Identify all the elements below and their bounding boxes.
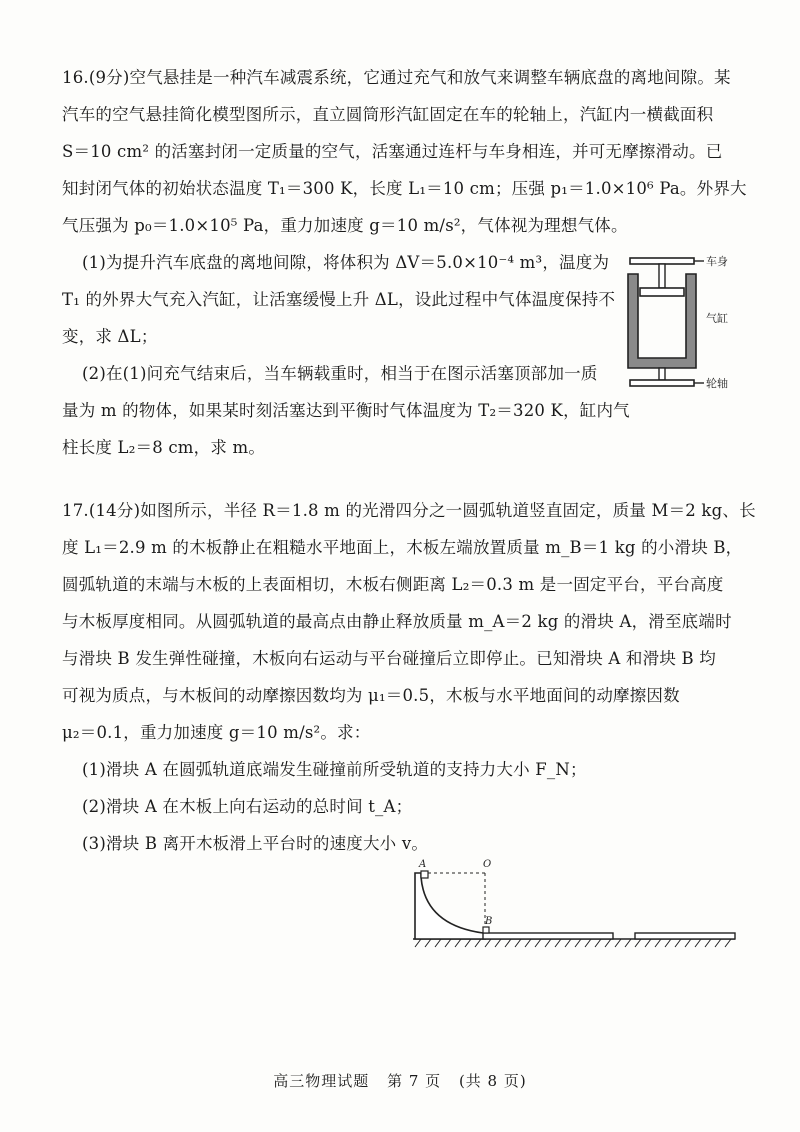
- footer-title: 高三物理试题: [273, 1072, 370, 1090]
- ground-hatching: [415, 939, 731, 947]
- label-car-body: 车身: [706, 255, 728, 268]
- piston: [640, 288, 684, 296]
- page-footer: [0, 1070, 800, 1091]
- label-a: A: [419, 859, 427, 870]
- axle-plate: [630, 380, 694, 386]
- slider-b: [483, 927, 489, 933]
- q17-line-7: μ₂＝0.1，重力加速度 g＝10 m/s²。求：: [62, 723, 371, 742]
- q17-line-1: 17.(14分)如图所示，半径 R＝1.8 m 的光滑四分之一圆弧轨道竖直固定，质量 M＝2 kg、长: [62, 501, 756, 520]
- q17-line-6: 可视为质点，与木板间的动摩擦因数均为 μ₁＝0.5，木板与水平地面间的动摩擦因数: [62, 686, 680, 705]
- q16-line-10: 量为 m 的物体，如果某时刻活塞达到平衡时气体温度为 T₂＝320 K，缸内气: [62, 401, 630, 420]
- fixed-platform: [635, 933, 735, 939]
- slider-a: [421, 871, 428, 878]
- q16-line-4: 知封闭气体的初始状态温度 T₁＝300 K，长度 L₁＝10 cm；压强 p₁＝1.0×10⁶ Pa。外界大: [62, 179, 747, 198]
- wooden-board: [483, 933, 613, 939]
- axle-stem: [659, 368, 665, 380]
- air-suspension-figure: [622, 250, 752, 400]
- q16-line-7: T₁ 的外界大气充入汽缸，让活塞缓慢上升 ΔL，设此过程中气体温度保持不: [62, 290, 616, 309]
- q17-line-10: (3)滑块 B 离开木板滑上平台时的速度大小 v。: [82, 834, 429, 853]
- q16-line-5: 气压强为 p₀＝1.0×10⁵ Pa，重力加速度 g＝10 m/s²，气体视为理想气体。: [62, 216, 628, 235]
- q17-line-9: (2)滑块 A 在木板上向右运动的总时间 t_A；: [82, 797, 413, 816]
- label-cylinder: 气缸: [706, 312, 728, 325]
- label-o: O: [483, 859, 492, 870]
- q16-line-3: S＝10 cm² 的活塞封闭一定质量的空气，活塞通过连杆与车身相连，并可无摩擦滑动。已: [62, 142, 723, 161]
- label-b: B: [485, 916, 493, 927]
- q16-line-11: 柱长度 L₂＝8 cm，求 m。: [62, 438, 266, 457]
- q16-line-2: 汽车的空气悬挂简化模型图所示，直立圆筒形汽缸固定在车的轮轴上，汽缸内一横截面积: [62, 105, 714, 124]
- arc-track-figure: [405, 855, 740, 955]
- q17-line-8: (1)滑块 A 在圆弧轨道底端发生碰撞前所受轨道的支持力大小 F_N；: [82, 760, 587, 779]
- label-axle: 轮轴: [706, 377, 728, 390]
- arc-track: [415, 873, 485, 939]
- footer-total: (共 8 页): [458, 1072, 527, 1090]
- q17-line-3: 圆弧轨道的末端与木板的上表面相切，木板右侧距离 L₂＝0.3 m 是一固定平台，平台高度: [62, 575, 724, 594]
- q17-line-5: 与滑块 B 发生弹性碰撞，木板向右运动与平台碰撞后立即停止。已知滑块 A 和滑块 B 均: [62, 649, 716, 668]
- q16-line-8: 变，求 ΔL；: [62, 327, 158, 346]
- car-body-plate: [630, 258, 694, 264]
- connecting-rod: [659, 264, 665, 288]
- q17-line-4: 与木板厚度相同。从圆弧轨道的最高点由静止释放质量 m_A＝2 kg 的滑块 A，滑至底端时: [62, 612, 732, 631]
- q16-line-1: 16.(9分)空气悬挂是一种汽车减震系统，它通过充气和放气来调整车辆底盘的离地间隙。某: [62, 68, 731, 87]
- q16-line-9: (2)在(1)问充气结束后，当车辆载重时，相当于在图示活塞顶部加一质: [82, 364, 598, 383]
- q17-line-2: 度 L₁＝2.9 m 的木板静止在粗糙水平地面上，木板左端放置质量 m_B＝1 kg 的小滑块 B，: [62, 538, 743, 557]
- q16-line-6: (1)为提升汽车底盘的离地间隙，将体积为 ΔV＝5.0×10⁻⁴ m³，温度为: [82, 253, 610, 272]
- footer-page: 第 7 页: [387, 1072, 442, 1090]
